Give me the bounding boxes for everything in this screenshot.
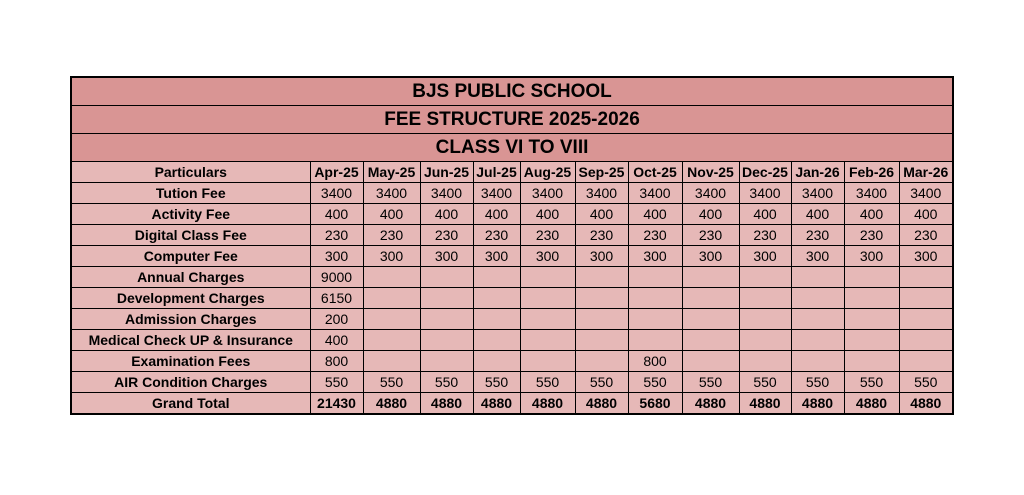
fee-cell: 300 [844,246,899,267]
fee-cell [844,351,899,372]
fee-cell [682,288,739,309]
fee-cell [575,330,628,351]
fee-cell [420,330,473,351]
grand-total-cell: 21430 [310,393,363,415]
fee-structure-heading: FEE STRUCTURE 2025-2026 [71,106,953,134]
fee-cell [739,267,791,288]
fee-cell: 200 [310,309,363,330]
fee-cell: 400 [575,204,628,225]
fee-cell: 300 [520,246,575,267]
class-range: CLASS VI TO VIII [71,134,953,162]
fee-cell [844,309,899,330]
row-label: AIR Condition Charges [71,372,310,393]
fee-cell: 300 [310,246,363,267]
column-header-month: Dec-25 [739,162,791,183]
fee-cell: 400 [420,204,473,225]
table-row [71,372,953,393]
fee-cell [420,288,473,309]
fee-cell [473,288,520,309]
fee-cell [520,288,575,309]
fee-cell: 400 [791,204,844,225]
fee-cell: 550 [739,372,791,393]
fee-cell: 800 [628,351,682,372]
fee-cell [363,288,420,309]
fee-cell [844,330,899,351]
fee-cell: 6150 [310,288,363,309]
fee-cell [520,351,575,372]
column-header-month: Feb-26 [844,162,899,183]
column-header-month: Mar-26 [899,162,953,183]
fee-cell [844,288,899,309]
school-name: BJS PUBLIC SCHOOL [71,77,953,106]
fee-cell: 300 [363,246,420,267]
fee-cell [739,288,791,309]
column-header-row [71,162,953,183]
fee-cell [473,351,520,372]
fee-cell: 3400 [575,183,628,204]
fee-cell: 550 [420,372,473,393]
fee-table [70,76,954,415]
fee-cell: 400 [310,204,363,225]
fee-cell [575,351,628,372]
fee-cell [628,330,682,351]
table-row [71,351,953,372]
fee-cell: 230 [520,225,575,246]
fee-cell [791,267,844,288]
fee-cell [575,267,628,288]
fee-cell [899,330,953,351]
fee-cell: 3400 [844,183,899,204]
fee-cell: 300 [628,246,682,267]
fee-cell: 300 [791,246,844,267]
fee-cell: 550 [844,372,899,393]
column-header-month: Nov-25 [682,162,739,183]
title-row-class [71,134,953,162]
fee-cell: 3400 [520,183,575,204]
fee-structure-sheet [70,76,952,415]
fee-cell: 3400 [310,183,363,204]
fee-cell [363,330,420,351]
fee-cell: 300 [739,246,791,267]
fee-cell: 550 [899,372,953,393]
fee-cell: 3400 [682,183,739,204]
grand-total-cell: 4880 [420,393,473,415]
fee-cell: 400 [310,330,363,351]
fee-cell [575,309,628,330]
fee-cell: 300 [682,246,739,267]
fee-cell: 550 [520,372,575,393]
fee-cell [628,288,682,309]
fee-cell: 230 [628,225,682,246]
column-header-month: Apr-25 [310,162,363,183]
fee-cell: 400 [473,204,520,225]
fee-cell [899,351,953,372]
fee-cell: 3400 [791,183,844,204]
fee-cell: 300 [473,246,520,267]
fee-cell: 230 [844,225,899,246]
table-row [71,309,953,330]
fee-cell: 300 [899,246,953,267]
fee-cell: 550 [791,372,844,393]
fee-cell [682,351,739,372]
fee-cell [682,330,739,351]
fee-cell: 3400 [899,183,953,204]
fee-cell [420,267,473,288]
fee-cell [899,309,953,330]
fee-cell: 3400 [473,183,520,204]
fee-cell: 550 [473,372,520,393]
fee-cell [628,267,682,288]
fee-cell: 550 [310,372,363,393]
fee-cell [791,351,844,372]
fee-cell [844,267,899,288]
fee-cell [791,309,844,330]
fee-cell [473,330,520,351]
fee-cell [899,267,953,288]
grand-total-cell: 4880 [791,393,844,415]
grand-total-cell: 4880 [899,393,953,415]
fee-cell: 550 [575,372,628,393]
fee-cell: 230 [899,225,953,246]
title-row-school [71,77,953,106]
column-header-month: Oct-25 [628,162,682,183]
fee-cell [791,330,844,351]
fee-cell: 230 [363,225,420,246]
fee-cell [739,330,791,351]
fee-cell [520,330,575,351]
grand-total-label: Grand Total [71,393,310,415]
row-label: Admission Charges [71,309,310,330]
fee-cell: 9000 [310,267,363,288]
fee-cell: 3400 [739,183,791,204]
column-header-month: Jun-25 [420,162,473,183]
fee-cell: 230 [739,225,791,246]
fee-cell: 800 [310,351,363,372]
table-row [71,183,953,204]
row-label: Examination Fees [71,351,310,372]
fee-cell [682,309,739,330]
fee-cell [420,351,473,372]
fee-cell: 230 [420,225,473,246]
row-label: Development Charges [71,288,310,309]
fee-cell: 400 [899,204,953,225]
grand-total-cell: 4880 [682,393,739,415]
grand-total-cell: 4880 [844,393,899,415]
fee-cell [791,288,844,309]
fee-cell [473,309,520,330]
fee-cell: 230 [473,225,520,246]
table-row [71,267,953,288]
column-header-particulars: Particulars [71,162,310,183]
fee-cell [420,309,473,330]
row-label: Activity Fee [71,204,310,225]
fee-cell: 400 [628,204,682,225]
table-row [71,225,953,246]
fee-cell: 230 [682,225,739,246]
grand-total-cell: 4880 [363,393,420,415]
table-row [71,204,953,225]
fee-cell: 3400 [420,183,473,204]
grand-total-cell: 4880 [473,393,520,415]
fee-cell: 230 [791,225,844,246]
grand-total-cell: 4880 [739,393,791,415]
fee-cell [363,267,420,288]
fee-cell: 230 [310,225,363,246]
fee-cell: 550 [363,372,420,393]
column-header-month: Sep-25 [575,162,628,183]
row-label: Medical Check UP & Insurance [71,330,310,351]
row-label: Annual Charges [71,267,310,288]
fee-cell: 550 [682,372,739,393]
fee-cell [628,309,682,330]
column-header-month: Jul-25 [473,162,520,183]
grand-total-cell: 4880 [520,393,575,415]
fee-cell: 230 [575,225,628,246]
fee-cell: 3400 [628,183,682,204]
fee-cell [363,309,420,330]
table-row [71,330,953,351]
fee-cell: 550 [628,372,682,393]
fee-cell: 400 [739,204,791,225]
fee-cell: 400 [363,204,420,225]
fee-cell [363,351,420,372]
table-row [71,246,953,267]
column-header-month: Aug-25 [520,162,575,183]
fee-cell: 3400 [363,183,420,204]
title-row-heading [71,106,953,134]
row-label: Tution Fee [71,183,310,204]
fee-cell: 400 [844,204,899,225]
column-header-month: Jan-26 [791,162,844,183]
fee-cell [899,288,953,309]
row-label: Digital Class Fee [71,225,310,246]
fee-cell [739,309,791,330]
table-row [71,288,953,309]
fee-cell [520,267,575,288]
fee-cell: 300 [575,246,628,267]
grand-total-row [71,393,953,415]
grand-total-cell: 4880 [575,393,628,415]
fee-cell [575,288,628,309]
fee-cell [473,267,520,288]
fee-cell [739,351,791,372]
fee-cell: 400 [682,204,739,225]
fee-cell [682,267,739,288]
fee-cell: 300 [420,246,473,267]
fee-cell [520,309,575,330]
column-header-month: May-25 [363,162,420,183]
row-label: Computer Fee [71,246,310,267]
fee-cell: 400 [520,204,575,225]
grand-total-cell: 5680 [628,393,682,415]
